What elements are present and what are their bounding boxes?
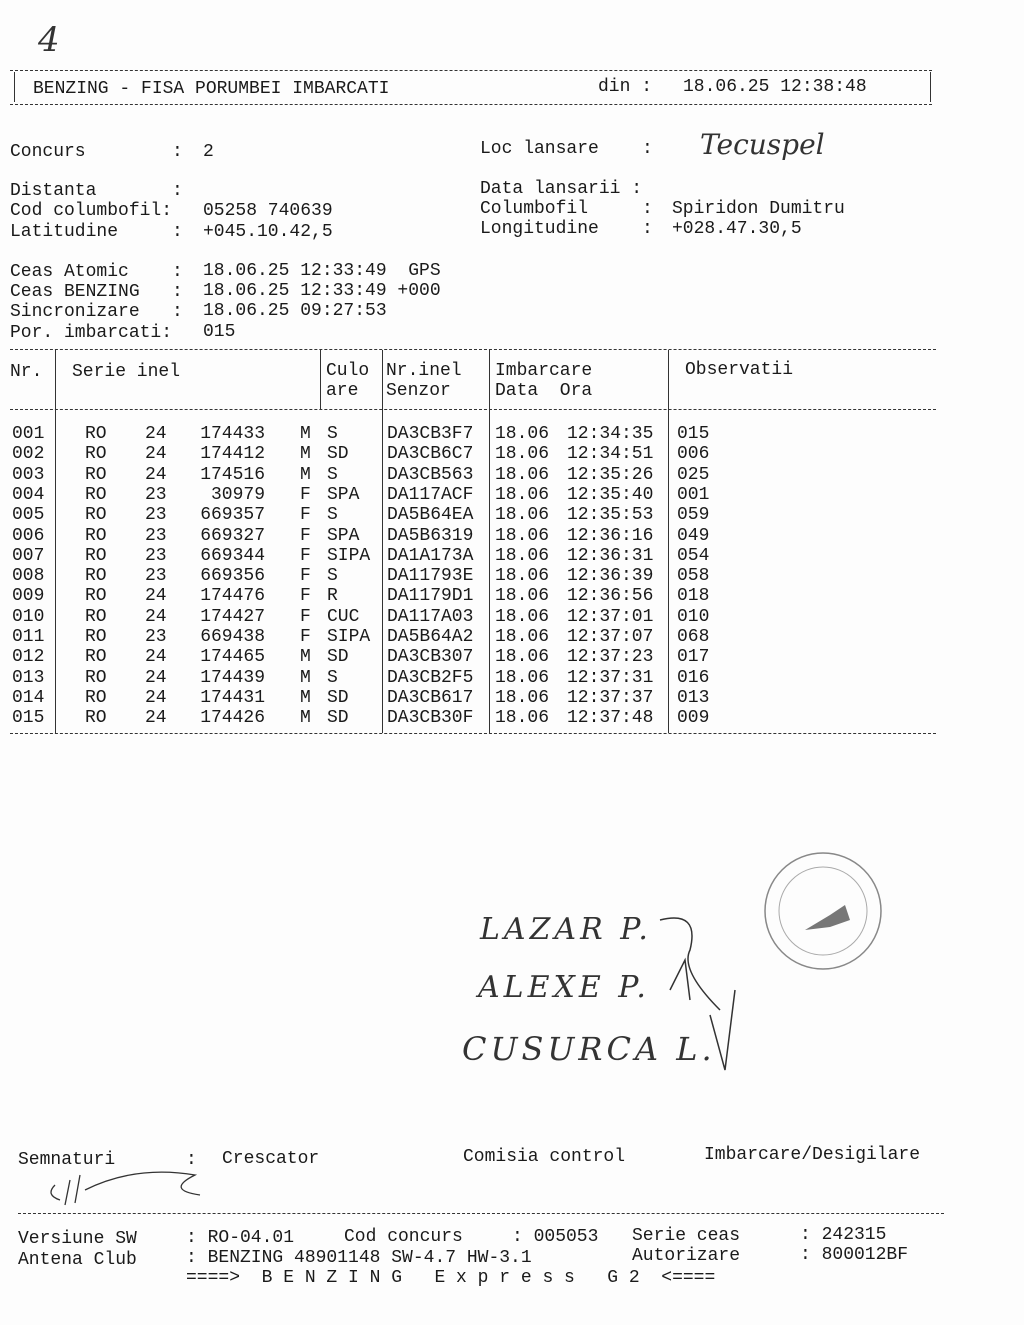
ceas-atomic-label: Ceas Atomic :: [10, 262, 183, 282]
cell-date: 18.06: [495, 667, 550, 688]
cell-color: R: [327, 586, 338, 607]
cell-ring: 174427: [200, 606, 265, 627]
cell-obs: 006: [677, 444, 710, 465]
loc-lansare-handwritten: Tecuspel: [700, 128, 825, 161]
cell-sex: F: [300, 586, 311, 607]
cell-ring: 669438: [200, 627, 265, 647]
cell-time: 12:35:26: [567, 464, 654, 485]
signature-alexe: ALEXE P.: [478, 970, 650, 1005]
cell-year: 24: [145, 444, 167, 465]
divider: [10, 104, 932, 105]
por-imbarcati-value: 015: [203, 322, 236, 342]
cell-ring: 669356: [200, 566, 265, 587]
header-culoare-2: are: [326, 381, 359, 401]
sincronizare-label: Sincronizare :: [10, 302, 183, 322]
cell-sex: F: [300, 484, 311, 505]
por-imbarcati-label: Por. imbarcati:: [10, 323, 173, 343]
cell-sex: F: [300, 606, 311, 627]
cell-sensor: DA117A03: [387, 606, 474, 627]
cell-country: RO: [85, 627, 107, 647]
cell-color: SIPA: [327, 545, 371, 566]
cell-sensor: DA3CB6C7: [387, 444, 474, 465]
cell-obs: 016: [677, 667, 710, 688]
cell-ring: 174439: [200, 667, 265, 688]
cell-sex: F: [300, 545, 311, 566]
cell-sex: M: [300, 687, 311, 708]
header-observatii: Observatii: [685, 360, 794, 380]
crescator-signature: [45, 1165, 205, 1210]
cell-date: 18.06: [495, 525, 550, 546]
cell-year: 24: [145, 687, 167, 708]
cell-color: S: [327, 667, 338, 688]
header-senzor: Senzor: [386, 381, 451, 401]
cod-concurs-value: : 005053: [512, 1227, 599, 1247]
cell-date: 18.06: [495, 464, 550, 485]
cell-nr: 005: [12, 505, 45, 526]
cell-time: 12:36:16: [567, 525, 654, 546]
cell-time: 12:34:35: [567, 424, 654, 444]
signature-lazar: LAZAR P.: [480, 912, 652, 947]
cell-sensor: DA5B64A2: [387, 627, 474, 647]
cell-obs: 058: [677, 566, 710, 587]
cell-sex: F: [300, 505, 311, 526]
cell-sensor: DA3CB2F5: [387, 667, 474, 688]
cell-country: RO: [85, 525, 107, 546]
cell-sensor: DA3CB307: [387, 647, 474, 668]
divider: [10, 70, 932, 71]
imbarcare-desigilare-label: Imbarcare/Desigilare: [704, 1145, 921, 1165]
cell-obs: 068: [677, 627, 710, 647]
serie-ceas-value: : 242315: [800, 1225, 887, 1245]
concurs-value: 2: [203, 142, 214, 162]
latitudine-label: Latitudine :: [10, 222, 183, 242]
din-label: din :: [598, 77, 653, 97]
signature-cusurca: CUSURCA L.: [462, 1030, 716, 1068]
loc-lansare-label: Loc lansare :: [480, 139, 653, 159]
cell-country: RO: [85, 444, 107, 465]
cell-ring: 174476: [200, 586, 265, 607]
cell-time: 12:34:51: [567, 444, 654, 465]
cell-time: 12:36:39: [567, 566, 654, 587]
cell-obs: 009: [677, 708, 710, 729]
longitudine-value: +028.47.30,5: [672, 219, 802, 239]
cell-date: 18.06: [495, 606, 550, 627]
cell-date: 18.06: [495, 424, 550, 444]
header-culoare: Culo: [326, 361, 370, 381]
cell-year: 24: [145, 586, 167, 607]
cell-year: 24: [145, 464, 167, 485]
cell-time: 12:36:31: [567, 545, 654, 566]
cell-country: RO: [85, 424, 107, 444]
cell-nr: 014: [12, 687, 45, 708]
latitudine-value: +045.10.42,5: [203, 222, 333, 242]
cell-obs: 059: [677, 505, 710, 526]
columbofil-value: Spiridon Dumitru: [672, 199, 845, 219]
cell-year: 23: [145, 545, 167, 566]
cell-nr: 006: [12, 525, 45, 546]
cell-sex: F: [300, 566, 311, 587]
cell-nr: 004: [12, 484, 45, 505]
semnaturi-label: Semnaturi: [18, 1150, 116, 1170]
cod-concurs-label: Cod concurs: [344, 1227, 463, 1247]
cell-time: 12:37:23: [567, 647, 654, 668]
cell-ring: 669357: [200, 505, 265, 526]
cell-ring: 669344: [200, 545, 265, 566]
cell-sensor: DA1179D1: [387, 586, 474, 607]
cell-date: 18.06: [495, 484, 550, 505]
ceas-benzing-label: Ceas BENZING :: [10, 282, 183, 302]
antena-club-value: : BENZING 48901148 SW-4.7 HW-3.1: [186, 1248, 532, 1268]
ceas-atomic-value: 18.06.25 12:33:49 GPS: [203, 261, 441, 281]
header-nr: Nr.: [10, 362, 43, 382]
cell-obs: 025: [677, 464, 710, 485]
cell-year: 24: [145, 708, 167, 729]
cell-ring: 174412: [200, 444, 265, 465]
concurs-label: Concurs :: [10, 142, 183, 162]
cell-obs: 017: [677, 647, 710, 668]
cell-nr: 007: [12, 545, 45, 566]
cell-ring: 174516: [200, 464, 265, 485]
cell-color: S: [327, 566, 338, 587]
cell-country: RO: [85, 708, 107, 729]
cell-ring: 174433: [200, 424, 265, 444]
cell-time: 12:37:37: [567, 687, 654, 708]
cell-date: 18.06: [495, 586, 550, 607]
cell-sex: M: [300, 464, 311, 485]
columbofil-label: Columbofil :: [480, 199, 653, 219]
data-lansarii-label: Data lansarii :: [480, 179, 643, 199]
cell-year: 23: [145, 484, 167, 505]
cell-obs: 018: [677, 586, 710, 607]
cell-time: 12:37:01: [567, 606, 654, 627]
cell-date: 18.06: [495, 566, 550, 587]
distanta-label: Distanta :: [10, 181, 183, 201]
cell-obs: 013: [677, 687, 710, 708]
cell-nr: 015: [12, 708, 45, 729]
autorizare-value: : 800012BF: [800, 1245, 909, 1265]
cell-date: 18.06: [495, 444, 550, 465]
cell-date: 18.06: [495, 505, 550, 526]
cell-year: 23: [145, 505, 167, 526]
ceas-benzing-value: 18.06.25 12:33:49 +000: [203, 281, 441, 301]
cell-year: 23: [145, 627, 167, 647]
header-data-ora: Data Ora: [495, 381, 593, 401]
cell-country: RO: [85, 606, 107, 627]
cell-country: RO: [85, 464, 107, 485]
cell-obs: 010: [677, 606, 710, 627]
cell-color: S: [327, 424, 338, 444]
colon: :: [186, 1150, 197, 1170]
cell-color: SD: [327, 444, 349, 465]
page-number-handwritten: 4: [38, 20, 60, 60]
cell-country: RO: [85, 505, 107, 526]
cell-year: 23: [145, 525, 167, 546]
cell-date: 18.06: [495, 545, 550, 566]
cell-time: 12:36:56: [567, 586, 654, 607]
club-stamp: [760, 845, 890, 980]
cell-sensor: DA3CB30F: [387, 708, 474, 729]
versiune-sw-value: : RO-04.01: [186, 1228, 295, 1248]
cell-sex: M: [300, 424, 311, 444]
cod-columbofil-value: 05258 740639: [203, 201, 333, 221]
header-serie-inel: Serie inel: [72, 362, 181, 382]
cell-obs: 049: [677, 525, 710, 546]
cell-nr: 002: [12, 444, 45, 465]
header-nr-inel: Nr.inel: [386, 361, 462, 381]
din-value: 18.06.25 12:38:48: [683, 77, 867, 97]
cell-sensor: DA3CB617: [387, 687, 474, 708]
cell-year: 24: [145, 647, 167, 668]
cell-country: RO: [85, 566, 107, 587]
signature-scribbles: [640, 900, 750, 1100]
cell-sex: M: [300, 708, 311, 729]
cell-date: 18.06: [495, 647, 550, 668]
cell-nr: 009: [12, 586, 45, 607]
cell-country: RO: [85, 484, 107, 505]
cell-country: RO: [85, 647, 107, 668]
cell-time: 12:35:53: [567, 505, 654, 526]
cell-date: 18.06: [495, 687, 550, 708]
cell-time: 12:37:48: [567, 708, 654, 729]
cell-color: SPA: [327, 484, 360, 505]
cell-ring: 669327: [200, 525, 265, 546]
comisia-control-label: Comisia control: [463, 1147, 626, 1167]
cell-sex: M: [300, 444, 311, 465]
cell-color: SD: [327, 708, 349, 729]
cell-nr: 011: [12, 627, 45, 647]
cell-color: S: [327, 464, 338, 485]
antena-club-label: Antena Club: [18, 1250, 137, 1270]
cell-color: SD: [327, 647, 349, 668]
cell-obs: 054: [677, 545, 710, 566]
cell-sex: M: [300, 667, 311, 688]
cell-nr: 008: [12, 566, 45, 587]
cell-color: SD: [327, 687, 349, 708]
cell-ring: 30979: [210, 484, 265, 505]
document-title: BENZING - FISA PORUMBEI IMBARCATI: [33, 79, 390, 99]
cell-color: SIPA: [327, 627, 371, 647]
cell-sex: F: [300, 525, 311, 546]
cell-nr: 001: [12, 424, 45, 444]
cell-nr: 003: [12, 464, 45, 485]
serie-ceas-label: Serie ceas: [632, 1226, 741, 1246]
cell-obs: 001: [677, 484, 710, 505]
cell-sensor: DA117ACF: [387, 484, 474, 505]
cell-time: 12:37:31: [567, 667, 654, 688]
cell-obs: 015: [677, 424, 710, 444]
cell-sex: M: [300, 647, 311, 668]
cell-color: CUC: [327, 606, 360, 627]
cell-sensor: DA5B6319: [387, 525, 474, 546]
cell-time: 12:37:07: [567, 627, 654, 647]
cell-nr: 010: [12, 606, 45, 627]
cell-year: 24: [145, 667, 167, 688]
cell-color: SPA: [327, 525, 360, 546]
autorizare-label: Autorizare: [632, 1246, 741, 1266]
cell-country: RO: [85, 586, 107, 607]
cell-country: RO: [85, 687, 107, 708]
cell-ring: 174465: [200, 647, 265, 668]
cell-year: 23: [145, 566, 167, 587]
cell-sensor: DA3CB563: [387, 464, 474, 485]
cell-year: 24: [145, 424, 167, 444]
cell-sensor: DA11793E: [387, 566, 474, 587]
cell-year: 24: [145, 606, 167, 627]
cell-nr: 012: [12, 647, 45, 668]
cod-columbofil-label: Cod columbofil:: [10, 201, 173, 221]
cell-color: S: [327, 505, 338, 526]
cell-country: RO: [85, 667, 107, 688]
cell-ring: 174431: [200, 687, 265, 708]
cell-sensor: DA5B64EA: [387, 505, 474, 526]
versiune-sw-label: Versiune SW: [18, 1229, 137, 1249]
cell-time: 12:35:40: [567, 484, 654, 505]
crescator-label: Crescator: [222, 1149, 320, 1169]
cell-date: 18.06: [495, 708, 550, 729]
cell-sex: F: [300, 627, 311, 647]
longitudine-label: Longitudine :: [480, 219, 653, 239]
cell-sensor: DA1A173A: [387, 545, 474, 566]
cell-date: 18.06: [495, 627, 550, 647]
cell-ring: 174426: [200, 708, 265, 729]
header-imbarcare: Imbarcare: [495, 361, 593, 381]
cell-country: RO: [85, 545, 107, 566]
cell-sensor: DA3CB3F7: [387, 424, 474, 444]
benzing-banner: ====> B E N Z I N G E x p r e s s G 2 <====: [186, 1268, 716, 1288]
sincronizare-value: 18.06.25 09:27:53: [203, 301, 387, 321]
cell-nr: 013: [12, 667, 45, 688]
